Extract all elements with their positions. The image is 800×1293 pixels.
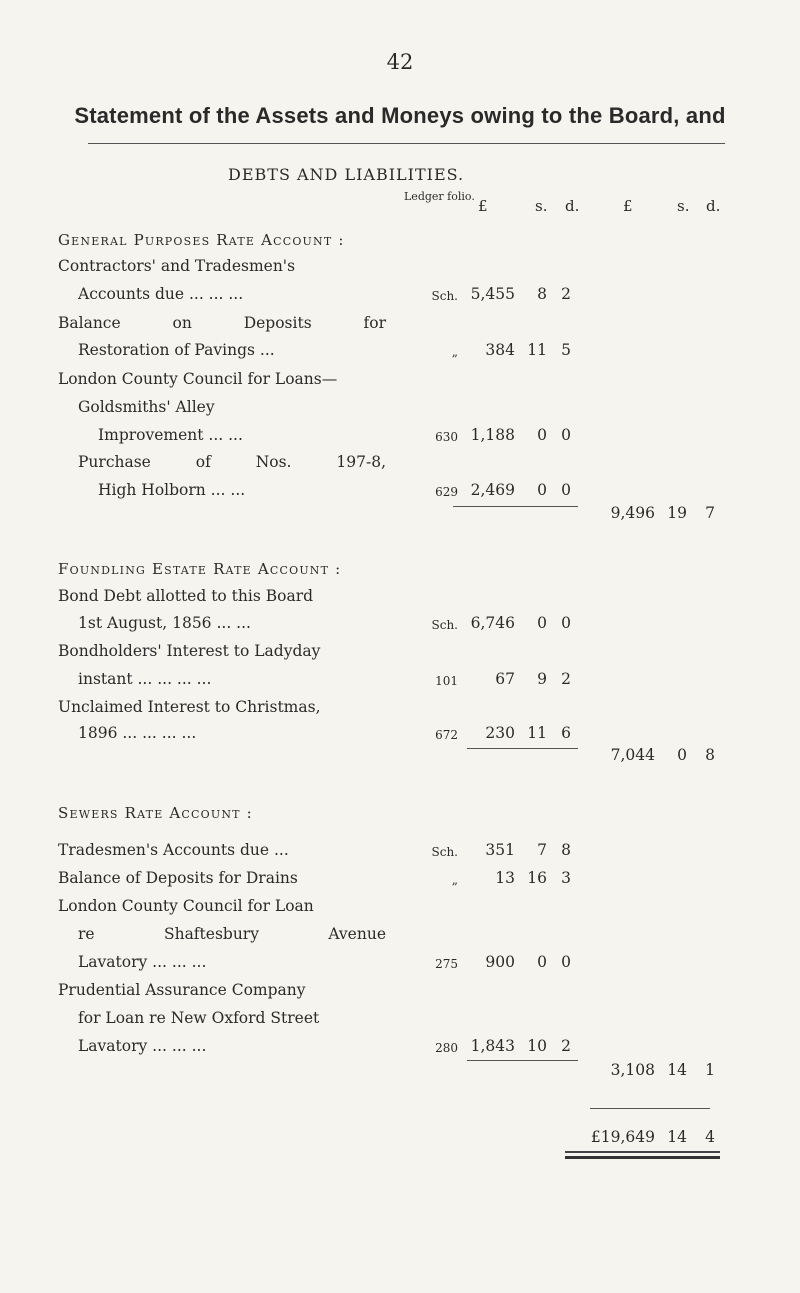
amount-shillings: 11 <box>527 724 547 742</box>
amount-shillings: 16 <box>527 869 547 887</box>
description-line: High Holborn ... ... <box>98 481 246 499</box>
description-line: Improvement ... ... <box>98 426 243 444</box>
amount-pence: 8 <box>561 841 571 859</box>
header-total-pence: d. <box>706 197 721 215</box>
ledger-folio: 629 <box>435 485 458 499</box>
description-line: Balance of Deposits for Drains <box>58 869 298 887</box>
section-heading-sewers: Sewers Rate Account : <box>58 804 253 822</box>
description-line: Contractors' and Tradesmen's <box>58 257 296 275</box>
amount-pounds: 351 <box>485 841 515 859</box>
description-line: London County Council for Loans— <box>58 370 338 388</box>
section-total-shillings: 19 <box>667 504 687 522</box>
amount-pence: 0 <box>561 614 571 632</box>
section-total-pence: 7 <box>705 504 715 522</box>
header-ledger-folio: Ledger folio. <box>404 190 475 203</box>
section-total-shillings: 0 <box>677 746 687 764</box>
description-line: 1st August, 1856 ... ... <box>78 614 251 632</box>
description-line: Bondholders' Interest to Ladyday <box>58 642 321 660</box>
amount-pence: 2 <box>561 1037 571 1055</box>
ledger-folio: 101 <box>435 674 458 688</box>
ledger-folio: Sch. <box>431 289 458 303</box>
section-total-pounds: 3,108 <box>610 1061 655 1079</box>
ledger-folio: „ <box>451 345 458 359</box>
amount-shillings: 7 <box>537 841 547 859</box>
amount-pounds: 13 <box>495 869 515 887</box>
amount-shillings: 0 <box>537 614 547 632</box>
section-total-shillings: 14 <box>667 1061 687 1079</box>
description-line: Goldsmiths' Alley <box>78 398 215 416</box>
header-shillings: s. <box>535 197 548 215</box>
description-line: 1896 ... ... ... ... <box>78 724 197 742</box>
grand-total-double-rule <box>565 1151 720 1153</box>
page-title: Statement of the Assets and Moneys owing to the Board, and <box>74 103 726 128</box>
description-line: Prudential Assurance Company <box>58 981 306 999</box>
amount-shillings: 0 <box>537 426 547 444</box>
section-total-pence: 1 <box>705 1061 715 1079</box>
description-line: Balance on Deposits for <box>58 314 386 332</box>
amount-shillings: 0 <box>537 953 547 971</box>
amount-pounds: 900 <box>485 953 515 971</box>
amount-pence: 0 <box>561 426 571 444</box>
amount-pounds: 230 <box>485 724 515 742</box>
section-heading-foundling-estate: Foundling Estate Rate Account : <box>58 560 342 578</box>
amount-pence: 0 <box>561 481 571 499</box>
amount-pounds: 384 <box>485 341 515 359</box>
amount-pounds: 1,843 <box>470 1037 515 1055</box>
amount-pounds: 2,469 <box>470 481 515 499</box>
ledger-folio: 672 <box>435 728 458 742</box>
amount-pence: 0 <box>561 953 571 971</box>
page-number: 42 <box>386 50 414 74</box>
ledger-folio: Sch. <box>431 618 458 632</box>
section-heading-general-purposes: General Purposes Rate Account : <box>58 231 345 249</box>
subtotal-rule <box>467 1060 578 1061</box>
description-line: instant ... ... ... ... <box>78 670 212 688</box>
subtotal-rule <box>453 506 578 507</box>
title-rule <box>88 143 725 144</box>
grand-total-pounds: £19,649 <box>590 1128 655 1146</box>
header-pounds: £ <box>478 197 488 215</box>
ledger-folio: 630 <box>435 430 458 444</box>
description-line: Lavatory ... ... ... <box>78 1037 207 1055</box>
table-subtitle: DEBTS AND LIABILITIES. <box>228 165 465 184</box>
grand-total-rule <box>590 1108 710 1109</box>
description-line: re Shaftesbury Avenue <box>78 925 386 943</box>
section-total-pounds: 9,496 <box>610 504 655 522</box>
amount-pounds: 1,188 <box>470 426 515 444</box>
description-line: Accounts due ... ... ... <box>78 285 244 303</box>
ledger-folio: 275 <box>435 957 458 971</box>
description-line: Lavatory ... ... ... <box>78 953 207 971</box>
amount-pence: 6 <box>561 724 571 742</box>
grand-total-double-rule <box>565 1156 720 1159</box>
ledger-folio: Sch. <box>431 845 458 859</box>
amount-pounds: 6,746 <box>470 614 515 632</box>
amount-pence: 5 <box>561 341 571 359</box>
grand-total-pence: 4 <box>705 1128 715 1146</box>
header-total-shillings: s. <box>677 197 690 215</box>
header-total-pounds: £ <box>623 197 633 215</box>
amount-shillings: 11 <box>527 341 547 359</box>
header-pence: d. <box>565 197 580 215</box>
grand-total-shillings: 14 <box>667 1128 687 1146</box>
amount-shillings: 10 <box>527 1037 547 1055</box>
amount-pence: 2 <box>561 285 571 303</box>
description-line: Restoration of Pavings ... <box>78 341 275 359</box>
ledger-folio: 280 <box>435 1041 458 1055</box>
description-line: Purchase of Nos. 197-8, <box>78 453 386 471</box>
amount-pence: 3 <box>561 869 571 887</box>
amount-pounds: 67 <box>495 670 515 688</box>
description-line: Tradesmen's Accounts due ... <box>58 841 289 859</box>
description-line: London County Council for Loan <box>58 897 314 915</box>
amount-shillings: 9 <box>537 670 547 688</box>
subtotal-rule <box>467 748 578 749</box>
section-total-pounds: 7,044 <box>610 746 655 764</box>
ledger-folio: „ <box>451 873 458 887</box>
amount-shillings: 0 <box>537 481 547 499</box>
section-total-pence: 8 <box>705 746 715 764</box>
amount-pence: 2 <box>561 670 571 688</box>
amount-shillings: 8 <box>537 285 547 303</box>
amount-pounds: 5,455 <box>470 285 515 303</box>
description-line: Bond Debt allotted to this Board <box>58 587 314 605</box>
description-line: Unclaimed Interest to Christmas, <box>58 698 321 716</box>
description-line: for Loan re New Oxford Street <box>78 1009 320 1027</box>
